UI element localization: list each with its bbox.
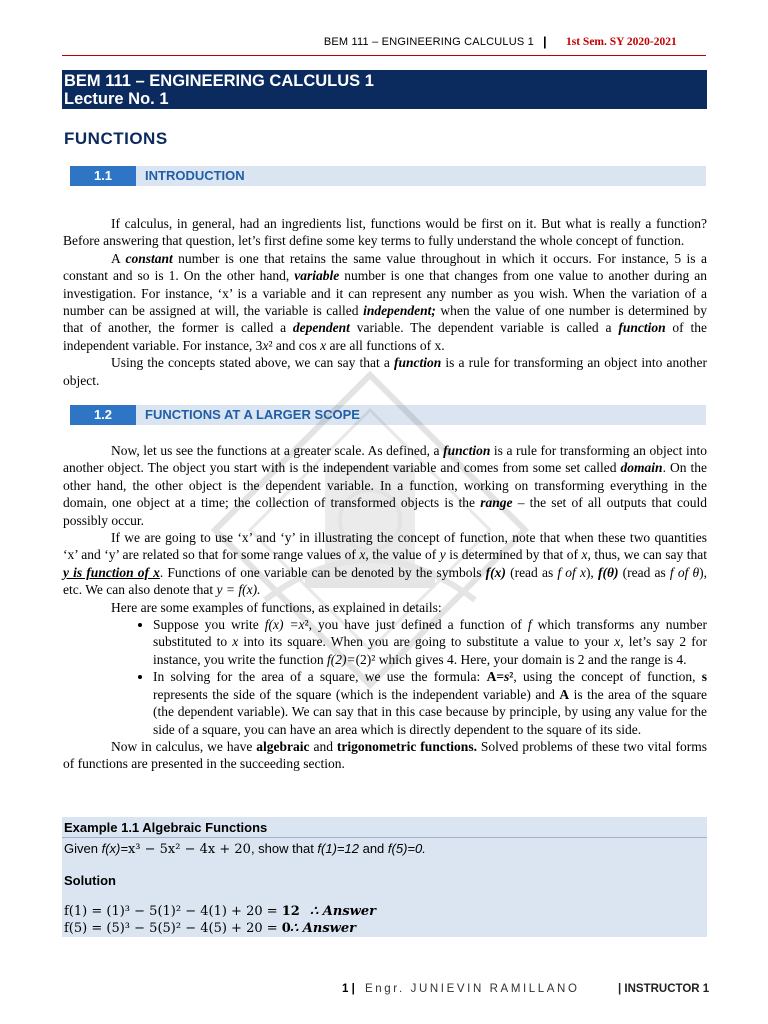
answer-mark-2: ∴ Answer (290, 921, 356, 936)
example-title: Example 1.1 Algebraic Functions (64, 820, 268, 835)
list-item: • Suppose you write f(x) =x², you have just defined a function of f which transforms any number substituted to x into its square. When you are going to substitute a value to your x, let’s say 2 for instance, you write the function f(2)=(2)² which gives 4. Here, your domain is 2 and the range is 4. (153, 616, 707, 668)
main-heading: FUNCTIONS (64, 129, 168, 148)
paragraph: If we are going to use ‘x’ and ‘y’ in illustrating the concept of function, note that when these two quantities ‘x’ and ‘y’ are related so that for some range values of x, the value of y is determined by that of x, thus, we can say that y is function of x. Functions of one variable can be denoted by the symbols f(x) (read as f of x), f(θ) (read as f of θ), etc. We can also denote that y = f(x). (63, 530, 707, 598)
solution-label: Solution (64, 873, 116, 888)
scope-text (63, 442, 707, 773)
page-number: 1 | (342, 983, 355, 995)
paragraph: Now, let us see the functions at a greater scale. As defined, a function is a rule for transforming an object into another object. The object you start with is the independent variable and comes from some set called domain. On the other hand, the other object is the dependent variable. In a function, working on transforming everything in the domain, one object at a time; the collection of transformed objects is the range – the set of all outputs that could possibly occur. (63, 443, 707, 528)
paragraph: Here are some examples of functions, as explained in details: (111, 599, 442, 615)
result: 12 (281, 904, 300, 919)
example-box (62, 817, 707, 937)
solution-line-1 (64, 904, 300, 919)
given-prefix: Given (64, 841, 102, 856)
example-given (64, 841, 426, 857)
equation: f(1) = (1)³ − 5(1)² − 4(1) + 20 = (64, 904, 282, 919)
equation: f(5) = (5)³ − 5(5)² − 4(5) + 20 = (64, 921, 282, 936)
section-number: 1.1 (70, 166, 136, 186)
paragraph: If calculus, in general, had an ingredients list, functions would be first on it. But what is really a function? Before answering that question, let’s first define some key terms to fully understand the whole concept of function. (63, 216, 707, 249)
list-item: • In solving for the area of a square, we use the formula: A=s², using the concept of function, s represents the side of the square (which is the independent variable) and A is the area of the square (the dependent variable). We can say that in this case because by principle, by using any value for the side of a square, you can have an area which is directly dependent to the square of its side. (153, 668, 707, 738)
page-header (0, 36, 768, 56)
intro-text (63, 215, 707, 389)
header-course: BEM 111 – ENGINEERING CALCULUS 1 (323, 36, 534, 48)
given-f5: f(5)=0. (387, 841, 426, 856)
solution-line-2 (64, 921, 291, 936)
given-mid: , show that (250, 841, 318, 856)
paragraph: Using the concepts stated above, we can say that a function is a rule for transforming an object into another object. (63, 355, 708, 388)
instructor-role: | INSTRUCTOR 1 (618, 983, 710, 995)
section-title: FUNCTIONS AT A LARGER SCOPE (145, 407, 360, 422)
given-and: and (358, 841, 388, 856)
example-divider (62, 837, 707, 838)
header-separator: | (543, 34, 547, 49)
course-title: BEM 111 – ENGINEERING CALCULUS 1 (64, 72, 374, 90)
given-fx: f(x)= (101, 841, 128, 856)
result: 0 (281, 921, 291, 936)
section-title: INTRODUCTION (145, 168, 245, 183)
section-number: 1.2 (70, 405, 136, 425)
lecture-number: Lecture No. 1 (64, 90, 169, 108)
header-rule (62, 55, 706, 56)
section-heading-1-1 (70, 166, 706, 186)
lecture-title-bar (62, 70, 707, 109)
given-expression: x³ − 5x² − 4x + 20 (127, 842, 251, 857)
instructor-name: Engr. JUNIEVIN RAMILLANO (365, 983, 580, 995)
answer-mark-1: ∴ Answer (310, 904, 376, 919)
paragraph: A constant number is one that retains the same value throughout in which it occurs. For instance, 5 is a constant and so is 1. On the other hand, variable number is one that changes from one value to another during an investigation. For instance, ‘x’ is a variable and it can represent any number as you wish. When the variation of a number can be assigned at will, the variable is called independent; when the value of one number is determined by that of another, the former is called a dependent variable. The dependent variable is called a function of the independent variable. For instance, 3x² and cos x are all functions of x. (63, 250, 707, 353)
paragraph: Now in calculus, we have algebraic and trigonometric functions. Solved problems of these two vital forms of functions are presented in the succeeding section. (63, 738, 707, 772)
examples-list (63, 616, 707, 738)
header-semester: 1st Sem. SY 2020-2021 (566, 36, 677, 48)
given-f1: f(1)=12 (317, 841, 359, 856)
